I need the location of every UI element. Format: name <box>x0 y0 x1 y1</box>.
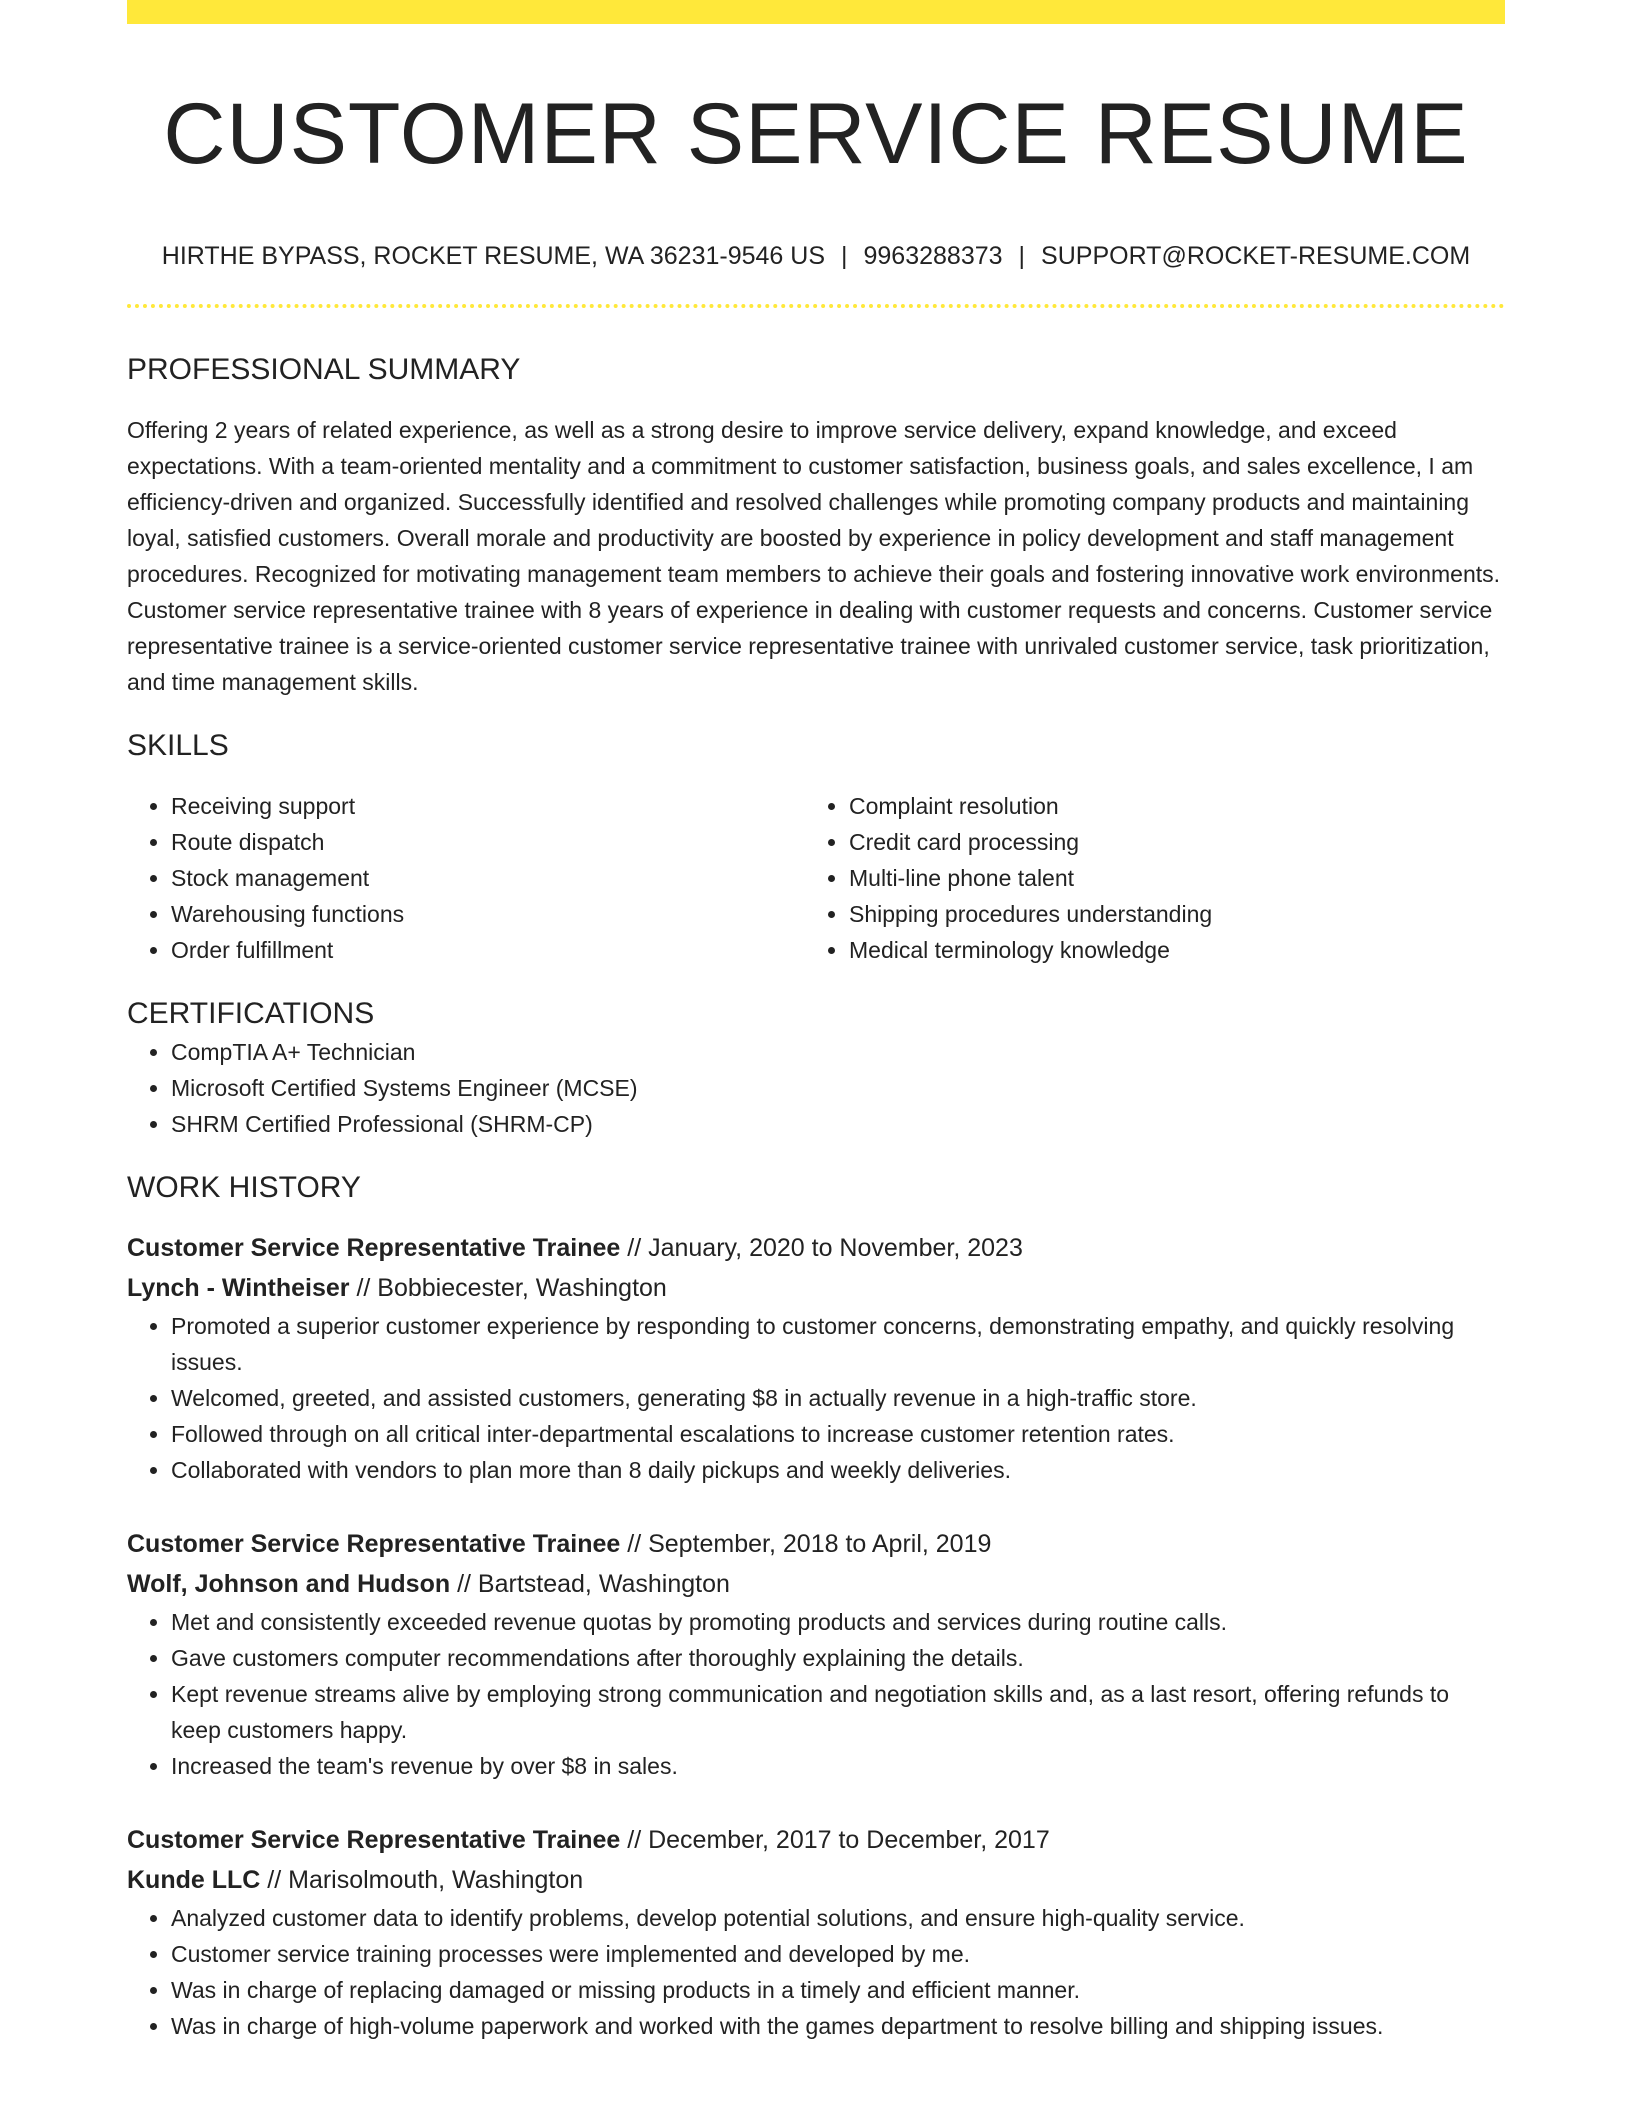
job-bullet: • Was in charge of high-volume paperwork and worked with the games department to resolve billing and shipping issues. <box>171 2008 1505 2044</box>
work-history-heading: WORK HISTORY <box>127 1171 361 1204</box>
job-bullets <box>127 1900 1505 2044</box>
skill-item: • Warehousing functions <box>171 896 805 932</box>
job-entry <box>127 1820 1505 2044</box>
job-dates: // September, 2018 to April, 2019 <box>627 1530 992 1558</box>
skills-column-right <box>805 788 1483 968</box>
certifications-heading: CERTIFICATIONS <box>127 997 375 1030</box>
job-location: // Marisolmouth, Washington <box>267 1866 584 1894</box>
job-title-line <box>127 1820 1505 1860</box>
contact-email: SUPPORT@ROCKET-RESUME.COM <box>1041 242 1471 270</box>
skill-item: • Shipping procedures understanding <box>849 896 1483 932</box>
resume-title: CUSTOMER SERVICE RESUME <box>163 86 1469 182</box>
job-bullet: • Analyzed customer data to identify problems, develop potential solutions, and ensure high-quality service. <box>171 1900 1505 1936</box>
summary-heading: PROFESSIONAL SUMMARY <box>127 353 521 386</box>
skill-item: • Complaint resolution <box>849 788 1483 824</box>
certifications-list <box>127 1034 1505 1142</box>
job-title: Customer Service Representative Trainee <box>127 1530 621 1558</box>
certification-item: • SHRM Certified Professional (SHRM-CP) <box>171 1106 1505 1142</box>
skill-item: • Stock management <box>171 860 805 896</box>
job-bullet: • Increased the team's revenue by over $8 in sales. <box>171 1748 1505 1784</box>
skill-item: • Order fulfillment <box>171 932 805 968</box>
job-bullet: • Gave customers computer recommendations after thoroughly explaining the details. <box>171 1640 1505 1676</box>
certification-item: • CompTIA A+ Technician <box>171 1034 1505 1070</box>
job-entry <box>127 1228 1505 1488</box>
job-bullet: • Kept revenue streams alive by employing strong communication and negotiation skills and, as a last resort, offering refunds to keep customers happy. <box>171 1676 1505 1748</box>
job-company-line <box>127 1268 1505 1308</box>
certification-item: • Microsoft Certified Systems Engineer (MCSE) <box>171 1070 1505 1106</box>
top-accent-bar <box>127 0 1505 24</box>
job-company: Wolf, Johnson and Hudson <box>127 1570 451 1598</box>
job-bullet: • Was in charge of replacing damaged or missing products in a timely and efficient manner. <box>171 1972 1505 2008</box>
skills-column-left <box>127 788 805 968</box>
job-bullet: • Customer service training processes were implemented and developed by me. <box>171 1936 1505 1972</box>
skills-columns <box>127 788 1505 968</box>
contact-separator: | <box>841 242 848 270</box>
job-location: // Bobbiecester, Washington <box>356 1274 667 1302</box>
summary-text: Offering 2 years of related experience, as well as a strong desire to improve service delivery, expand knowledge, and exceed expectations. With a team-oriented mentality and a commitment to customer satisfaction, business goals, and sales excellence, I am efficiency-driven and organized. Successfully identified and resolved challenges while promoting company products and maintaining loyal, satisfied customers. Overall morale and productivity are boosted by experience in policy development and staff management procedures. Recognized for motivating management team members to achieve their goals and fostering innovative work environments. Customer service representative trainee with 8 years of experience in dealing with customer requests and concerns. Customer service representative trainee is a service-oriented customer service representative trainee with unrivaled customer service, task prioritization, and time management skills. <box>127 417 1501 695</box>
job-company: Lynch - Wintheiser <box>127 1274 350 1302</box>
job-dates: // December, 2017 to December, 2017 <box>627 1826 1050 1854</box>
job-title-line <box>127 1228 1505 1268</box>
skill-item: • Credit card processing <box>849 824 1483 860</box>
contact-line <box>127 240 1505 272</box>
job-bullet: • Collaborated with vendors to plan more than 8 daily pickups and weekly deliveries. <box>171 1452 1505 1488</box>
job-bullets <box>127 1604 1505 1784</box>
job-bullets <box>127 1308 1505 1488</box>
job-company-line <box>127 1564 1505 1604</box>
contact-phone: 9963288373 <box>863 242 1003 270</box>
job-company: Kunde LLC <box>127 1866 261 1894</box>
contact-address: HIRTHE BYPASS, ROCKET RESUME, WA 36231-9546 US <box>161 242 825 270</box>
job-dates: // January, 2020 to November, 2023 <box>627 1234 1023 1262</box>
resume-page <box>127 0 1505 2044</box>
job-title-line <box>127 1524 1505 1564</box>
job-company-line <box>127 1860 1505 1900</box>
skills-list-right <box>805 788 1483 968</box>
job-entry <box>127 1524 1505 1784</box>
skill-item: • Route dispatch <box>171 824 805 860</box>
dotted-divider <box>127 304 1505 308</box>
job-title: Customer Service Representative Trainee <box>127 1234 621 1262</box>
job-bullet: • Welcomed, greeted, and assisted customers, generating $8 in actually revenue in a high-traffic store. <box>171 1380 1505 1416</box>
skills-heading: SKILLS <box>127 729 229 762</box>
skill-item: • Medical terminology knowledge <box>849 932 1483 968</box>
job-title: Customer Service Representative Trainee <box>127 1826 621 1854</box>
job-bullet: • Followed through on all critical inter-departmental escalations to increase customer retention rates. <box>171 1416 1505 1452</box>
skill-item: • Multi-line phone talent <box>849 860 1483 896</box>
job-bullet: • Promoted a superior customer experience by responding to customer concerns, demonstrating empathy, and quickly resolving issues. <box>171 1308 1505 1380</box>
job-bullet: • Met and consistently exceeded revenue quotas by promoting products and services during routine calls. <box>171 1604 1505 1640</box>
skills-list-left <box>127 788 805 968</box>
job-location: // Bartstead, Washington <box>457 1570 730 1598</box>
skill-item: • Receiving support <box>171 788 805 824</box>
contact-separator: | <box>1018 242 1026 270</box>
